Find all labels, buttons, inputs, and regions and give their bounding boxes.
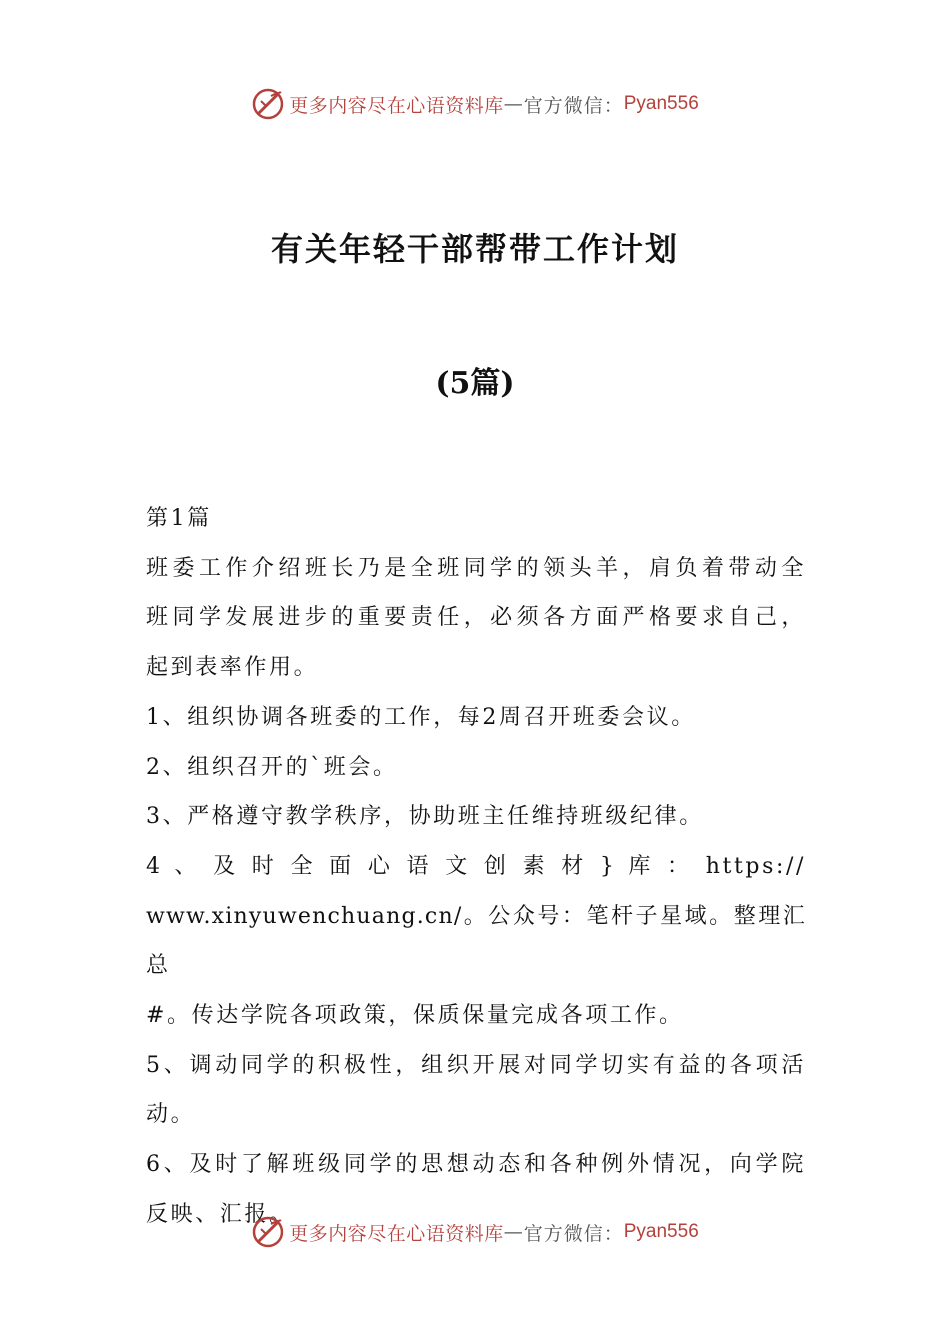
header-banner — [0, 84, 950, 124]
banner-text: 更多内容尽在心语资料库 — [289, 1222, 504, 1245]
quill-circle-icon — [251, 87, 285, 121]
footer-banner — [0, 1212, 950, 1252]
list-item: 5、调动同学的积极性，组织开展对同学切实有益的各项活 — [146, 1052, 806, 1078]
banner-wechat-label: 官方微信： — [523, 1222, 624, 1245]
list-item: 1、组织协调各班委的工作，每2周召开班委会议。 — [146, 704, 696, 730]
body-line: 起到表率作用。 — [146, 655, 319, 681]
list-item: 6、及时了解班级同学的思想动态和各种例外情况，向学院 — [146, 1152, 806, 1178]
body-line: 动。 — [146, 1102, 196, 1128]
banner-wechat-id: Pyan556 — [623, 1221, 699, 1242]
body-line: 反映、汇报。 — [146, 1201, 294, 1227]
document-title: 有关年轻干部帮带工作计划 — [270, 230, 679, 268]
banner-wechat-label: 官方微信： — [523, 94, 624, 117]
body-line: 班同学发展进步的重要责任，必须各方面严格要求自己， — [146, 605, 806, 631]
banner-text: 更多内容尽在心语资料库 — [289, 94, 504, 117]
banner-dash: — — [503, 93, 524, 115]
quill-circle-icon — [251, 1215, 285, 1249]
document-body — [146, 494, 806, 1240]
list-item: 4 、 及 时 全 面 心 语 文 创 素 材 } 库 ： https:// — [146, 853, 806, 879]
banner-wechat-id: Pyan556 — [623, 93, 699, 114]
list-item: 3、严格遵守教学秩序，协助班主任维持班级纪律。 — [146, 804, 704, 830]
banner-dash: — — [503, 1221, 524, 1243]
document-subtitle: (5篇) — [435, 366, 515, 401]
body-line: 班委工作介绍班长乃是全班同学的领头羊，肩负着带动全 — [146, 555, 806, 581]
list-item: 2、组织召开的`班会。 — [146, 754, 398, 780]
section-heading: 第1篇 — [146, 506, 212, 531]
body-line: www.xinyuwenchuang.cn/。公众号：笔杆子星域。整理汇总 — [146, 903, 806, 979]
body-line: #。传达学院各项政策，保质保量完成各项工作。 — [146, 1003, 684, 1029]
